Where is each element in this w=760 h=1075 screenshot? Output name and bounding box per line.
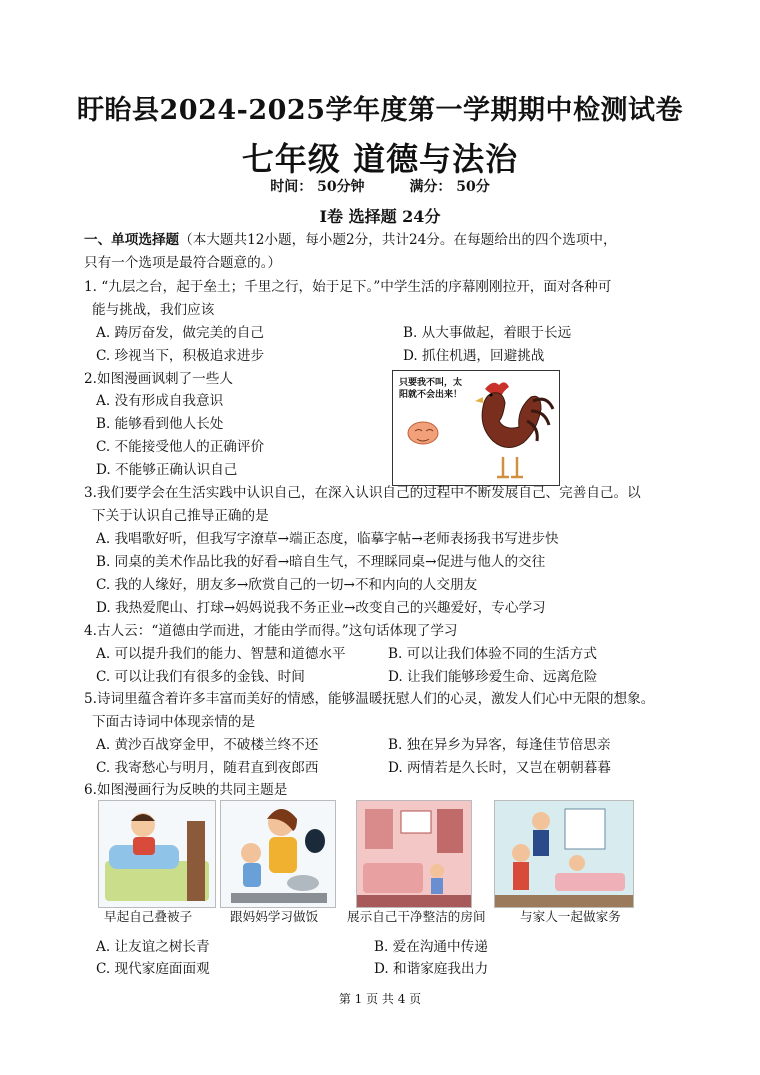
rooster-cartoon xyxy=(392,370,560,486)
q1-stem-cont: 能与挑战，我们应该 xyxy=(92,302,215,318)
q6-option-a: A. 让友谊之树长青 xyxy=(96,939,210,955)
rooster-icon xyxy=(475,382,553,477)
q1-option-a: A. 踌厉奋发，做完美的自己 xyxy=(96,325,264,341)
sun-icon xyxy=(408,422,438,444)
q3-option-c: C. 我的人缘好，朋友多→欣赏自己的一切→不和内向的人交朋友 xyxy=(96,577,478,593)
section-heading: 一、单项选择题 xyxy=(84,232,180,248)
picture-family-housework xyxy=(494,800,634,908)
q3-option-a: A. 我唱歌好听，但我写字潦草→端正态度，临摹字帖→老师表扬我书写进步快 xyxy=(96,531,559,547)
caption-learn-cooking: 跟妈妈学习做饭 xyxy=(230,909,319,924)
exam-title: 盱眙县2024-2025学年度第一学期期中检测试卷 xyxy=(77,95,683,126)
q2-stem: 2.如图漫画讽刺了一些人 xyxy=(84,371,233,387)
q1-option-d: D. 抓住机遇，回避挑战 xyxy=(403,348,545,364)
q5-option-d: D. 两情若是久长时，又岂在朝朝暮暮 xyxy=(388,760,611,776)
section-intro xyxy=(84,229,617,251)
q5-stem: 5.诗词里蕴含着许多丰富而美好的情感，能够温暖抚慰人们的心灵，激发人们心中无限的想象。 xyxy=(84,691,655,707)
caption-family-housework: 与家人一起做家务 xyxy=(520,909,621,924)
q6-option-b: B. 爱在沟通中传递 xyxy=(374,939,488,955)
picture-learn-cooking xyxy=(220,800,336,908)
rooster-illustration xyxy=(393,371,559,485)
q3-stem: 3.我们要学会在生活实践中认识自己，在深入认识自己的过程中不断发展自己、完善自己。以 xyxy=(84,485,641,501)
q4-option-d: D. 让我们能够珍爱生命、远离危险 xyxy=(388,669,598,685)
q2-option-b: B. 能够看到他人长处 xyxy=(96,416,224,432)
q1-stem: 1. “九层之台，起于垒土；千里之行，始于足下。”中学生活的序幕刚刚拉开，面对各种可 xyxy=(84,279,612,295)
picture-clean-room xyxy=(356,800,472,908)
exam-meta xyxy=(0,176,760,196)
housework-illustration xyxy=(495,801,633,907)
q6-option-c: C. 现代家庭面面观 xyxy=(96,961,210,977)
cartoon-speech: 只要我不叫，太阳就不会出来！ xyxy=(399,378,463,400)
part-heading: Ⅰ卷 选择题 24分 xyxy=(319,207,441,226)
q4-option-a: A. 可以提升我们的能力、智慧和道德水平 xyxy=(96,646,346,662)
q1-option-b: B. 从大事做起，着眼于长远 xyxy=(403,325,572,341)
q3-option-b: B. 同桌的美术作品比我的好看→暗自生气，不理睬同桌→促进与他人的交往 xyxy=(96,554,546,570)
caption-fold-quilt: 早起自己叠被子 xyxy=(104,909,193,924)
q4-stem: 4.古人云：“道德由学而进，才能由学而得。”这句话体现了学习 xyxy=(84,623,458,639)
q5-stem-cont: 下面古诗词中体现亲情的是 xyxy=(92,714,256,730)
exam-score: 满分： 50分 xyxy=(409,179,490,195)
q1-option-c: C. 珍视当下，积极追求进步 xyxy=(96,348,265,364)
cooking-illustration xyxy=(221,801,335,907)
picture-fold-quilt xyxy=(98,800,216,908)
q3-option-d: D. 我热爱爬山、打球→妈妈说我不务正业→改变自己的兴趣爱好，专心学习 xyxy=(96,600,546,616)
q5-option-c: C. 我寄愁心与明月，随君直到夜郎西 xyxy=(96,760,319,776)
q5-option-a: A. 黄沙百战穿金甲，不破楼兰终不还 xyxy=(96,737,319,753)
section-intro-text: （本大题共12小题，每小题2分，共计24分。在每题给出的四个选项中， xyxy=(179,232,617,248)
caption-clean-room: 展示自己干净整洁的房间 xyxy=(347,909,486,924)
q6-stem: 6.如图漫画行为反映的共同主题是 xyxy=(84,782,288,798)
exam-subject: 七年级 道德与法治 xyxy=(241,140,519,178)
q2-option-a: A. 没有形成自我意识 xyxy=(96,393,224,409)
q2-option-d: D. 不能够正确认识自己 xyxy=(96,462,238,478)
clean-room-illustration xyxy=(357,801,471,907)
q4-option-c: C. 可以让我们有很多的金钱、时间 xyxy=(96,669,305,685)
q5-option-b: B. 独在异乡为异客，每逢佳节倍思亲 xyxy=(388,737,611,753)
q3-stem-cont: 下关于认识自己推导正确的是 xyxy=(92,508,269,524)
section-intro-line2: 只有一个选项是最符合题意的。） xyxy=(84,255,282,271)
q4-option-b: B. 可以让我们体验不同的生活方式 xyxy=(388,646,597,662)
q6-option-d: D. 和谐家庭我出力 xyxy=(374,961,489,977)
q2-option-c: C. 不能接受他人的正确评价 xyxy=(96,439,265,455)
fold-quilt-illustration xyxy=(99,801,215,907)
page-footer: 第 1 页 共 4 页 xyxy=(338,992,422,1006)
exam-time: 时间： 50分钟 xyxy=(270,179,365,195)
